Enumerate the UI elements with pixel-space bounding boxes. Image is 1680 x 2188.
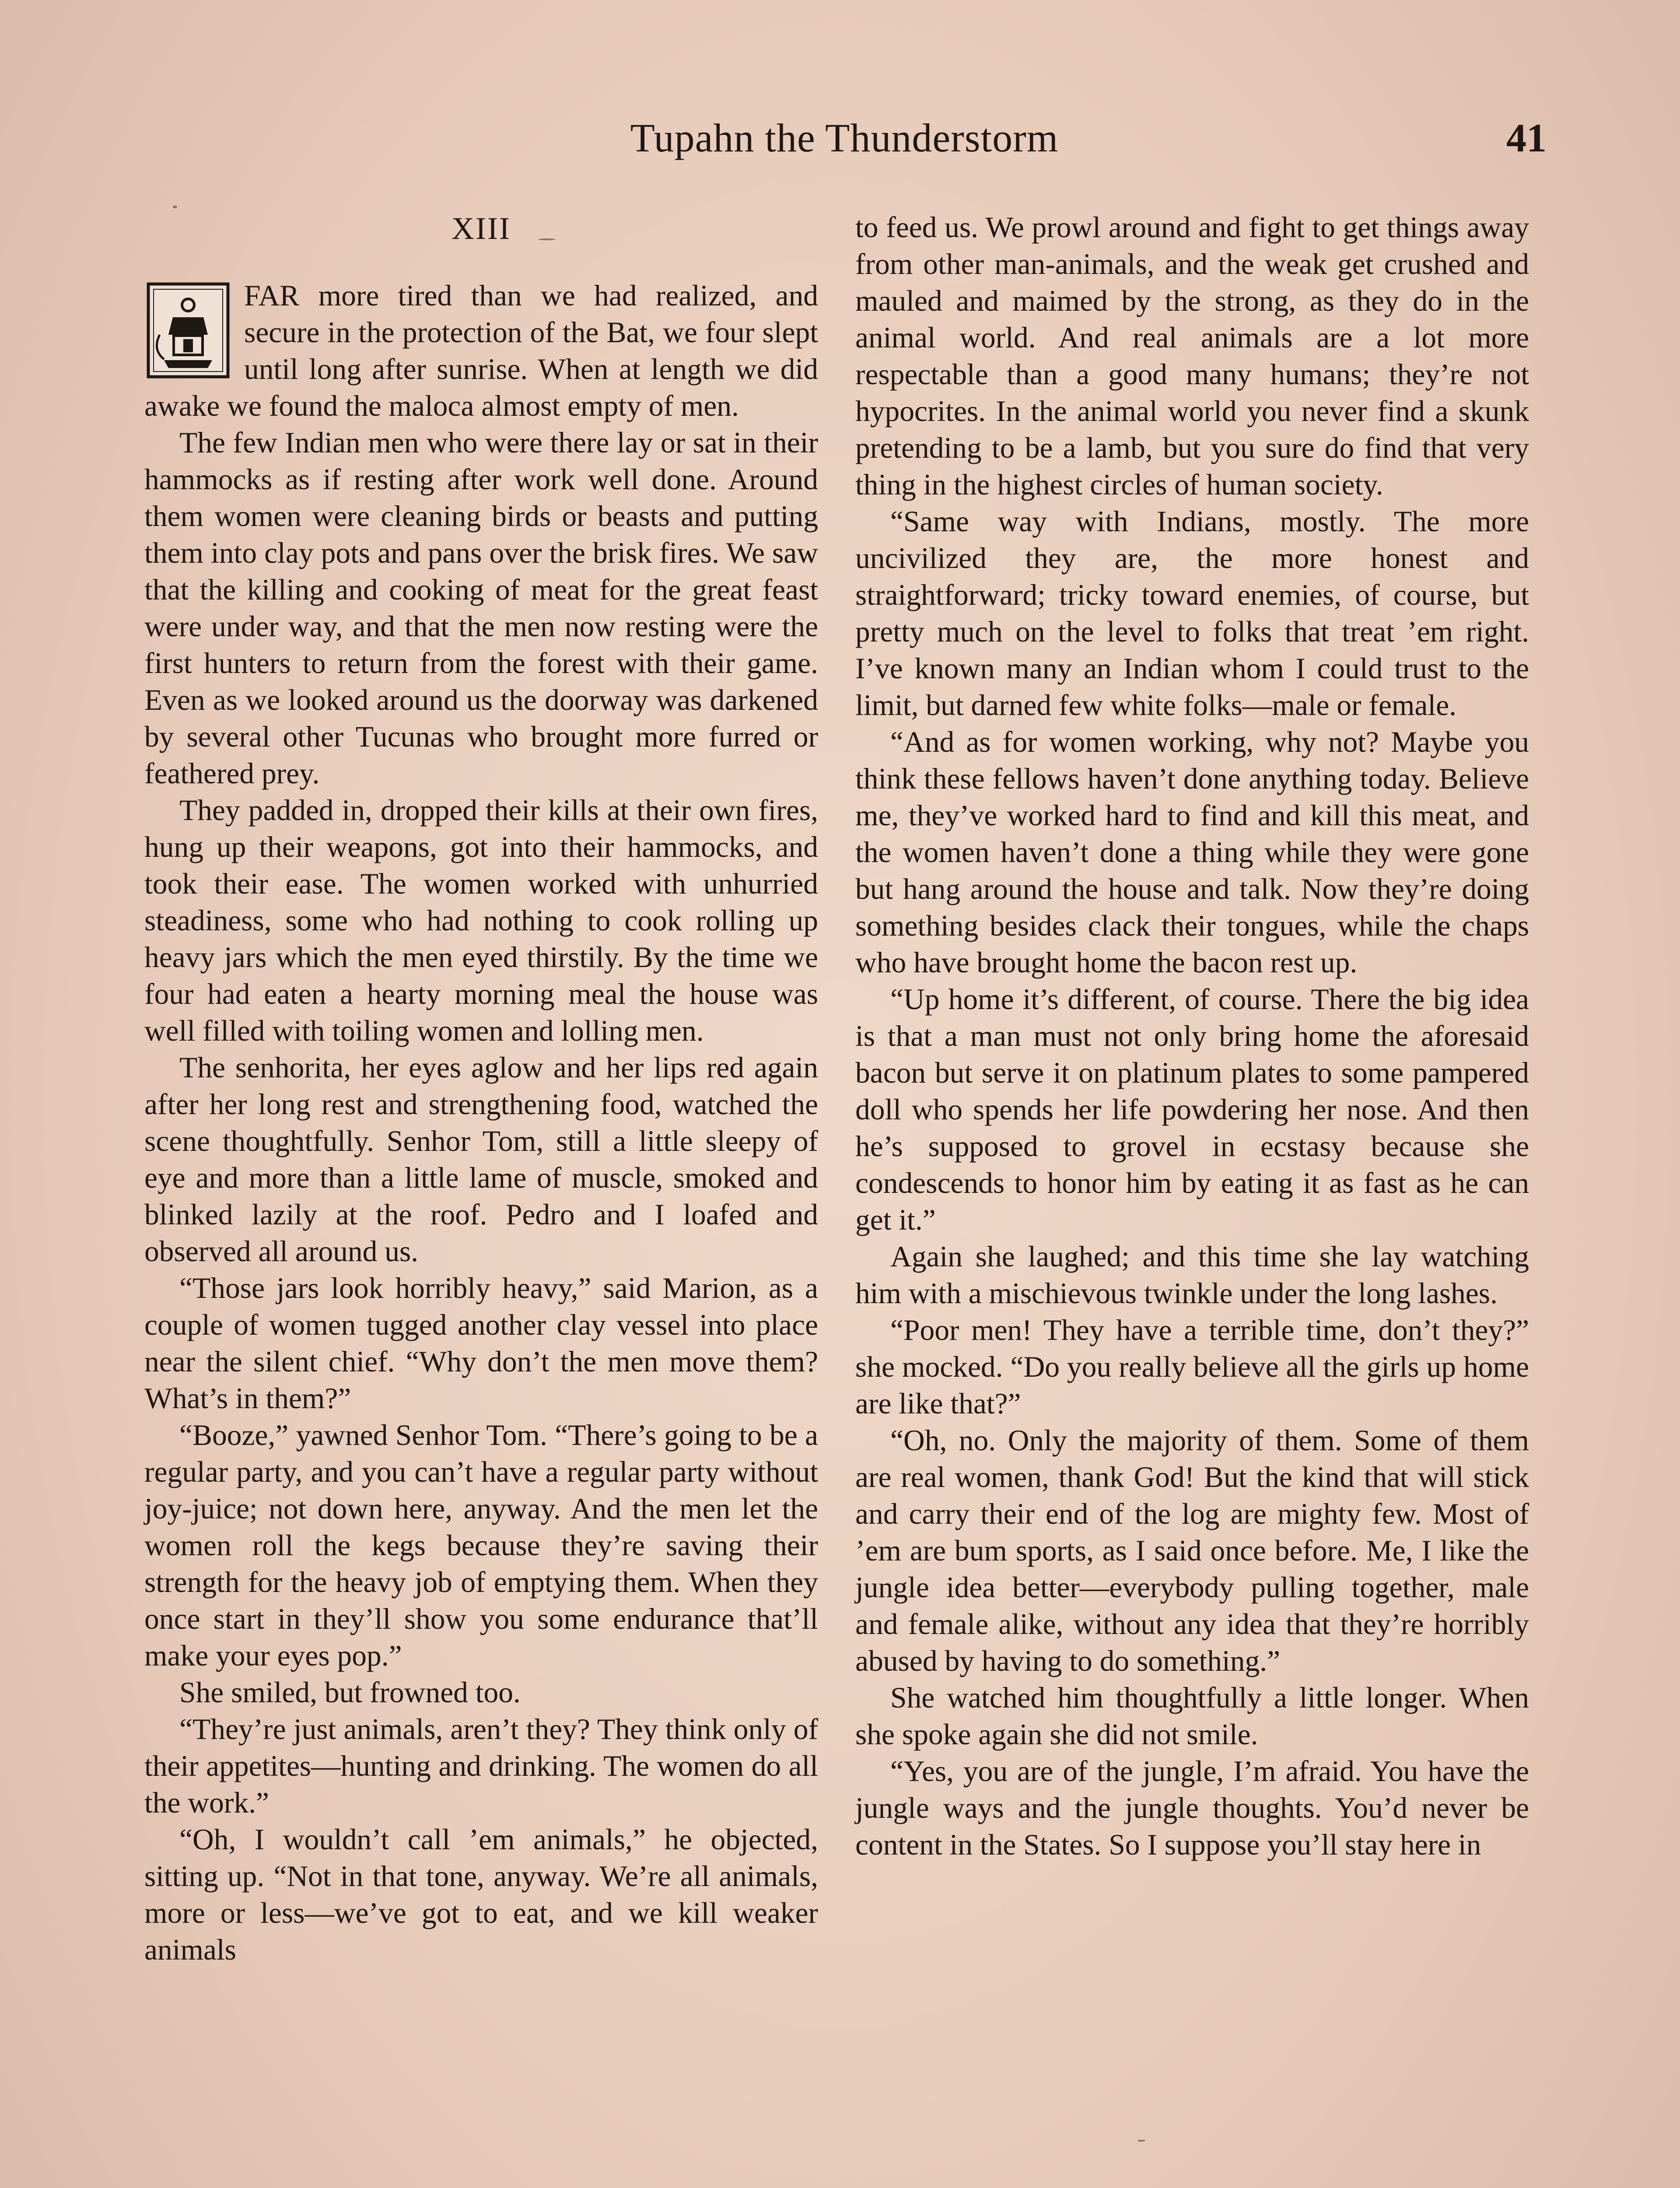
paragraph: “Up home it’s different, of course. There the big idea is that a man must not only bring home the aforesaid bacon but serve it on platinum plates to some pampered doll who spends her life powdering her nose. And then he’s supposed to grovel in ecstasy because she condescends to honor him by eating it as fast as he can get it.”	[855, 983, 1529, 1236]
paragraph: “Oh, no. Only the majority of them. Some of them are real women, thank God! But the kind that will stick and carry their end of the log are mighty few. Most of ’em are bum sports, as I said once before. Me, I like the jungle idea better—everybody pulling together, male and female alike, without any idea that they’re horribly abused by having to do something.”	[855, 1424, 1529, 1677]
lantern-ornament-icon	[144, 280, 232, 381]
paragraph: “Booze,” yawned Senhor Tom. “There’s going to be a regular party, and you can’t have a regular party without joy-juice; not down here, anyway. And the men let the women roll the kegs because they’re saving their strength for the heavy job of emptying them. When they once start in they’ll show you some endurance that’ll make your eyes pop.”	[144, 1419, 818, 1672]
paragraph: “They’re just animals, aren’t they? They think only of their appetites—hunting and drinking. The women do all the work.”	[144, 1713, 818, 1819]
chapter-number: XIII	[452, 211, 511, 246]
paragraph: She watched him thoughtfully a little longer. When she spoke again she did not smile.	[855, 1681, 1529, 1751]
paragraph: “Yes, you are of the jungle, I’m afraid. You have the jungle ways and the jungle thoughts. You’d never be content in the States. So I suppose you’ll stay here in	[855, 1755, 1529, 1861]
paragraph: She smiled, but frowned too.	[179, 1676, 521, 1709]
paragraph: They padded in, dropped their kills at their own fires, hung up their weapons, got into their hammocks, and took their ease. The women worked with unhurried steadiness, some who had nothing to cook rolling up heavy jars which the men eyed thirstily. By the time we four had eaten a hearty morning meal the house was well filled with toiling women and lolling men.	[144, 794, 818, 1047]
paragraph: “And as for women working, why not? Maybe you think these fellows haven’t done anything today. Believe me, they’ve worked hard to find and kill this meat, and the women haven’t done a thing while they were gone but hang around the house and talk. Now they’re doing something besides clack their tongues, while the chaps who have brought home the bacon rest up.	[855, 726, 1529, 979]
paragraph: “Oh, I wouldn’t call ’em animals,” he objected, sitting up. “Not in that tone, anyway. We’re all animals, more or less—we’ve got to eat, and we kill weaker animals	[144, 1823, 818, 1966]
paragraph: The senhorita, her eyes aglow and her lips red again after her long rest and strengthening food, watched the scene thoughtfully. Senhor Tom, still a little sleepy of eye and more than a little lame of muscle, smoked and blinked lazily at the roof. Pedro and I loafed and observed all around us.	[144, 1051, 818, 1268]
paragraph: “Same way with Indians, mostly. The more uncivilized they are, the more honest and straightforward; tricky toward enemies, of course, but pretty much on the level to folks that treat ’em right. I’ve known many an Indian whom I could trust to the limit, but darned few white folks—male or female.	[855, 505, 1529, 722]
left-column	[144, 210, 818, 1968]
paragraph: “Those jars look horribly heavy,” said Marion, as a couple of women tugged another clay vessel into place near the silent chief. “Why don’t the men move them? What’s in them?”	[144, 1272, 818, 1415]
paragraph: “Poor men! They have a terrible time, don’t they?” she mocked. “Do you really believe all the girls up home are like that?”	[855, 1314, 1529, 1420]
right-column	[855, 209, 1529, 1863]
paper-speck	[538, 238, 556, 240]
paper-speck	[173, 206, 177, 208]
paragraph: FAR more tired than we had realized, and secure in the protection of the Bat, we four slept until long after sunrise. When at length we did awake we found the maloca almost empty of men.	[144, 279, 818, 422]
paragraph: Again she laughed; and this time she lay watching him with a mischievous twinkle under the long lashes.	[855, 1240, 1529, 1310]
paragraph: to feed us. We prowl around and fight to get things away from other man-animals, and the weak get crushed and mauled and maimed by the strong, as they do in the animal world. And real animals are a lot more respectable than a good many humans; they’re not hypocrites. In the animal world you never find a skunk pretending to be a lamb, but you sure do find that very thing in the highest circles of human society.	[855, 211, 1529, 501]
running-title: Tupahn the Thunderstorm	[630, 116, 1059, 160]
page-number: 41	[1506, 116, 1547, 160]
paragraph: The few Indian men who were there lay or sat in their hammocks as if resting after work well done. Around them women were cleaning birds or beasts and putting them into clay pots and pans over the brisk fires. We saw that the killing and cooking of meat for the great feast were under way, and that the men now resting were the first hunters to return from the forest with their game. Even as we looked around us the doorway was darkened by several other Tucunas who brought more furred or feathered prey.	[144, 426, 818, 790]
paper-speck	[1138, 2140, 1145, 2142]
